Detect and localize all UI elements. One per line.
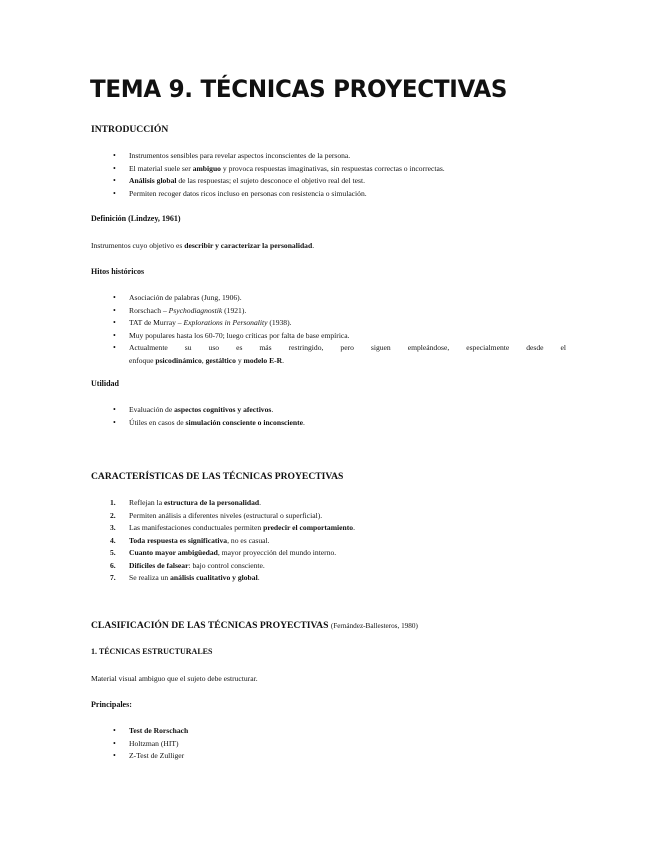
list-item: • Permiten recoger datos ricos incluso en personas con resistencia o simulación. (91, 188, 566, 201)
utilidad-bullet-list (91, 404, 566, 429)
principales-bullet-list (91, 725, 566, 763)
definition-text: Instrumentos cuyo objetivo es describir y caracterizar la personalidad. (91, 241, 315, 250)
list-item: • Holtzman (HIT) (91, 738, 566, 751)
list-item: • Rorschach – Psychodiagnostik (1921). (91, 305, 566, 318)
definition-heading: Definición (Lindzey, 1961) (91, 214, 181, 223)
hitos-heading: Hitos históricos (91, 267, 145, 276)
estructurales-heading: 1. TÉCNICAS ESTRUCTURALES (91, 647, 213, 656)
list-item: • Útiles en casos de simulación consciente o inconsciente. (91, 417, 566, 430)
list-item: • El material suele ser ambiguo y provoca respuestas imaginativas, sin respuestas correctas o incorrectas. (91, 163, 566, 176)
list-item: • Muy populares hasta los 60-70; luego críticas por falta de base empírica. (91, 330, 566, 343)
caracteristicas-heading: CARACTERÍSTICAS DE LAS TÉCNICAS PROYECTIVAS (91, 471, 344, 482)
hitos-bullet-list (91, 292, 566, 367)
list-item: • TAT de Murray – Explorations in Personality (1938). (91, 317, 566, 330)
list-item: 2. Permiten análisis a diferentes niveles (estructural o superficial). (110, 510, 323, 520)
list-item: • Actualmente su uso es más restringido, pero siguen empleándose, especialmente desde el enfoque psicodinámico, gestáltico y modelo E-R. (91, 342, 566, 367)
estructurales-text: Material visual ambiguo que el sujeto debe estructurar. (91, 674, 258, 683)
list-item: • Test de Rorschach (91, 725, 566, 738)
list-item: 4. Toda respuesta es significativa, no es casual. (110, 535, 270, 545)
list-item: • Análisis global de las respuestas; el sujeto desconoce el objetivo real del test. (91, 175, 566, 188)
utilidad-heading: Utilidad (91, 379, 120, 388)
list-item: • Asociación de palabras (Jung, 1906). (91, 292, 566, 305)
principales-heading: Principales: (91, 700, 132, 709)
list-item: 1. Reflejan la estructura de la personalidad. (110, 498, 262, 507)
intro-bullet-list (91, 150, 566, 200)
list-item: 6. Difíciles de falsear: bajo control consciente. (110, 560, 265, 570)
list-item: • Instrumentos sensibles para revelar aspectos inconscientes de la persona. (91, 150, 566, 163)
list-item: 7. Se realiza un análisis cualitativo y global. (110, 573, 260, 582)
list-item: • Evaluación de aspectos cognitivos y afectivos. (91, 404, 566, 417)
list-item: 3. Las manifestaciones conductuales permiten predecir el comportamiento. (110, 523, 355, 532)
citation: (Fernández-Ballesteros, 1980) (330, 622, 418, 630)
list-item: • Z-Test de Zulliger (91, 750, 566, 763)
clasificacion-heading: CLASIFICACIÓN DE LAS TÉCNICAS PROYECTIVAS (Fernández-Ballesteros, 1980) (91, 620, 418, 631)
intro-heading: INTRODUCCIÓN (91, 124, 169, 135)
list-item: 5. Cuanto mayor ambigüedad, mayor proyección del mundo interno. (110, 548, 337, 557)
page-title: TEMA 9. TÉCNICAS PROYECTIVAS (90, 76, 508, 104)
caracteristicas-numbered-list (91, 497, 566, 585)
